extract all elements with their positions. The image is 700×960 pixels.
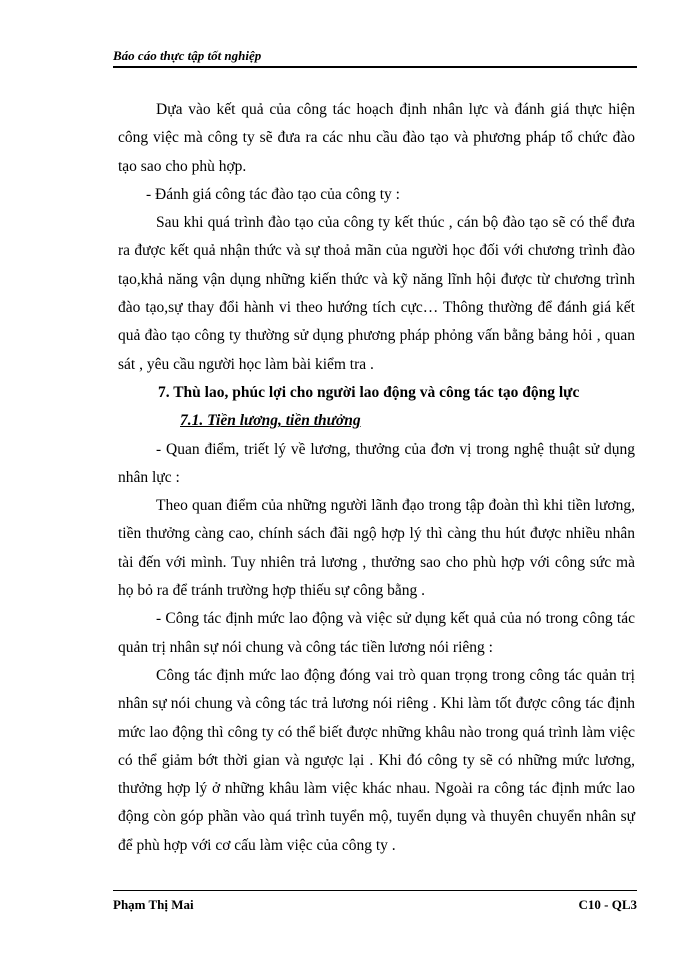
page-footer (113, 890, 637, 913)
page-header (113, 48, 637, 68)
paragraph-salary-philosophy: Theo quan điểm của những người lãnh đạo trong tập đoàn thì khi tiền lương, tiền thưởng càng cao, chính sách đãi ngộ hợp lý thì càng thu hút được nhiều nhân tài đến với mình. Tuy nhiên trả lương , thưởng sao cho phù hợp với công sức mà họ bỏ ra để tránh trường hợp thiếu sự công bằng . (118, 497, 635, 600)
footer-rule (113, 890, 637, 891)
footer-class-code: C10 - QL3 (578, 897, 637, 912)
paragraph-training-evaluation-heading: - Đánh giá công tác đào tạo của công ty : (146, 185, 400, 203)
page-content (118, 96, 635, 860)
section-heading-7: 7. Thù lao, phúc lợi cho người lao động và công tác tạo động lực (158, 383, 580, 401)
subsection-heading-7-1: 7.1. Tiền lương, tiền thưởng (180, 412, 361, 430)
footer-author: Phạm Thị Mai (113, 897, 194, 912)
paragraph-labor-norms: Công tác định mức lao động đóng vai trò quan trọng trong công tác quản trị nhân sự nói chung và công tác trả lương nói riêng . Khi làm tốt được công tác định mức lao động thì công ty có thể biết được những khâu nào trong quá trình làm việc có thể giảm bớt thời gian và ngược lại . Khi đó công ty sẽ có những mức lương, thưởng hợp lý ở những khâu làm việc khác nhau. Ngoài ra công tác định mức lao động còn góp phần vào quá trình tuyển mộ, tuyển dụng và thuyên chuyển nhân sự để phù hợp với cơ cấu làm việc của công ty . (118, 666, 635, 854)
paragraph-labor-norms-heading: - Công tác định mức lao động và việc sử dụng kết quả của nó trong công tác quản trị nhân sự nói chung và công tác tiền lương nói riêng : (118, 610, 635, 656)
paragraph-salary-philosophy-heading: - Quan điểm, triết lý về lương, thưởng của đơn vị trong nghệ thuật sử dụng nhân lực : (118, 440, 635, 486)
header-title: Báo cáo thực tập tốt nghiệp (113, 48, 262, 63)
header-rule (113, 66, 637, 68)
paragraph-training-evaluation: Sau khi quá trình đào tạo của công ty kết thúc , cán bộ đào tạo sẽ có thể đưa ra được kết quả nhận thức và sự thoả mãn của người học đối với chương trình đào tạo,khả năng vận dụng những kiến thức và kỹ năng lĩnh hội được từ chương trình đào tạo,sự thay đổi hành vi theo hướng tích cực… Thông thường để đánh giá kết quả đào tạo công ty thường sử dụng phương pháp phỏng vấn bằng bảng hỏi , quan sát , yêu cầu người học làm bài kiểm tra . (118, 214, 635, 373)
footer-row (113, 897, 637, 913)
paragraph-training-needs: Dựa vào kết quả của công tác hoạch định nhân lực và đánh giá thực hiện công việc mà công ty sẽ đưa ra các nhu cầu đào tạo và phương pháp tổ chức đào tạo sao cho phù hợp. (118, 101, 635, 175)
